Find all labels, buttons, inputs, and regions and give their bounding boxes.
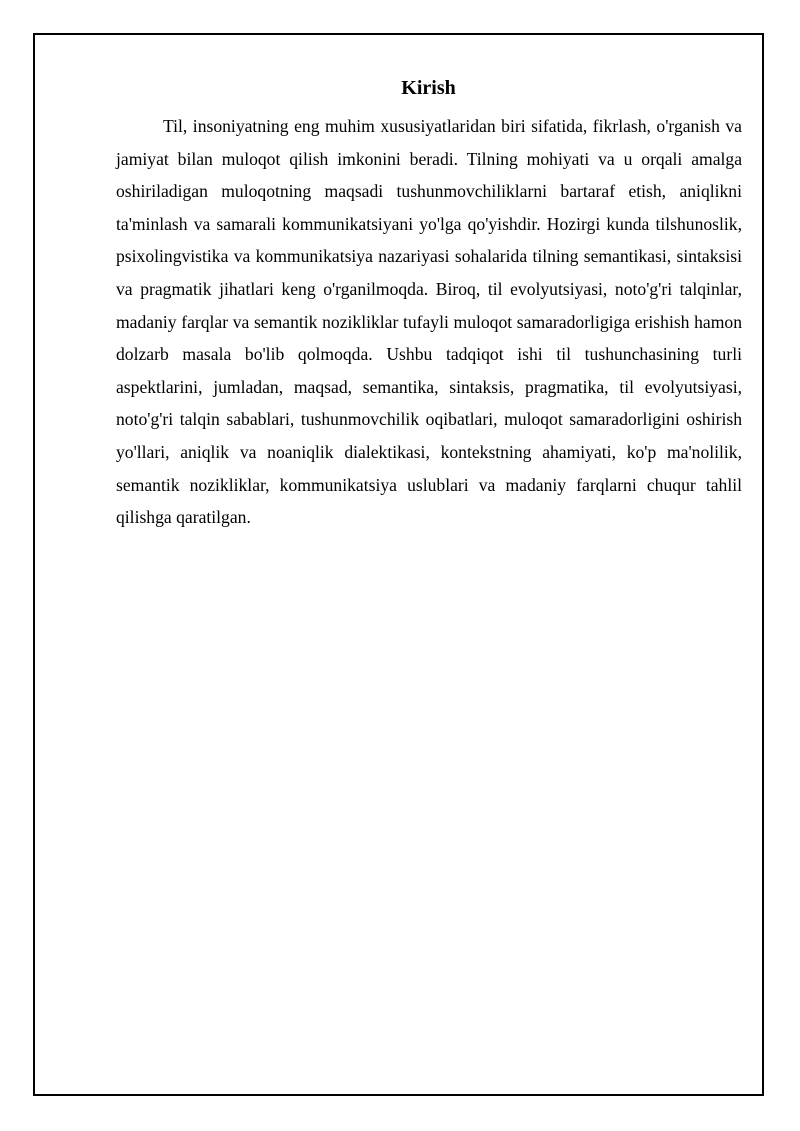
introduction-paragraph: Til, insoniyatning eng muhim xususiyatlaridan biri sifatida, fikrlash, o'rganish va jamiyat bilan muloqot qilish imkonini beradi. Tilning mohiyati va u orqali amalga oshiriladigan muloqotning maqsadi tushunmovchiliklarni bartaraf etish, aniqlikni ta'minlash va samarali kommunikatsiyani yo'lga qo'yishdir. Hozirgi kunda tilshunoslik, psixolingvistika va kommunikatsiya nazariyasi sohalarida tilning semantikasi, sintaksisi va pragmatik jihatlari keng o'rganilmoqda. Biroq, til evolyutsiyasi, noto'g'ri talqinlar, madaniy farqlar va semantik nozikliklar tufayli muloqot samaradorligiga erishish hamon dolzarb masala bo'lib qolmoqda. Ushbu tadqiqot ishi til tushunchasining turli aspektlarini, jumladan, maqsad, semantika, sintaksis, pragmatika, til evolyutsiyasi, noto'g'ri talqin sabablari, tushunmovchilik oqibatlari, muloqot samaradorligini oshirish yo'llari, aniqlik va noaniqlik dialektikasi, kontekstning ahamiyati, ko'p ma'nolilik, semantik nozikliklar, kommunikatsiya uslublari va madaniy farqlarni chuqur tahlil qilishga qaratilgan. xyxy=(116,116,742,528)
page-title: Kirish xyxy=(401,77,456,99)
